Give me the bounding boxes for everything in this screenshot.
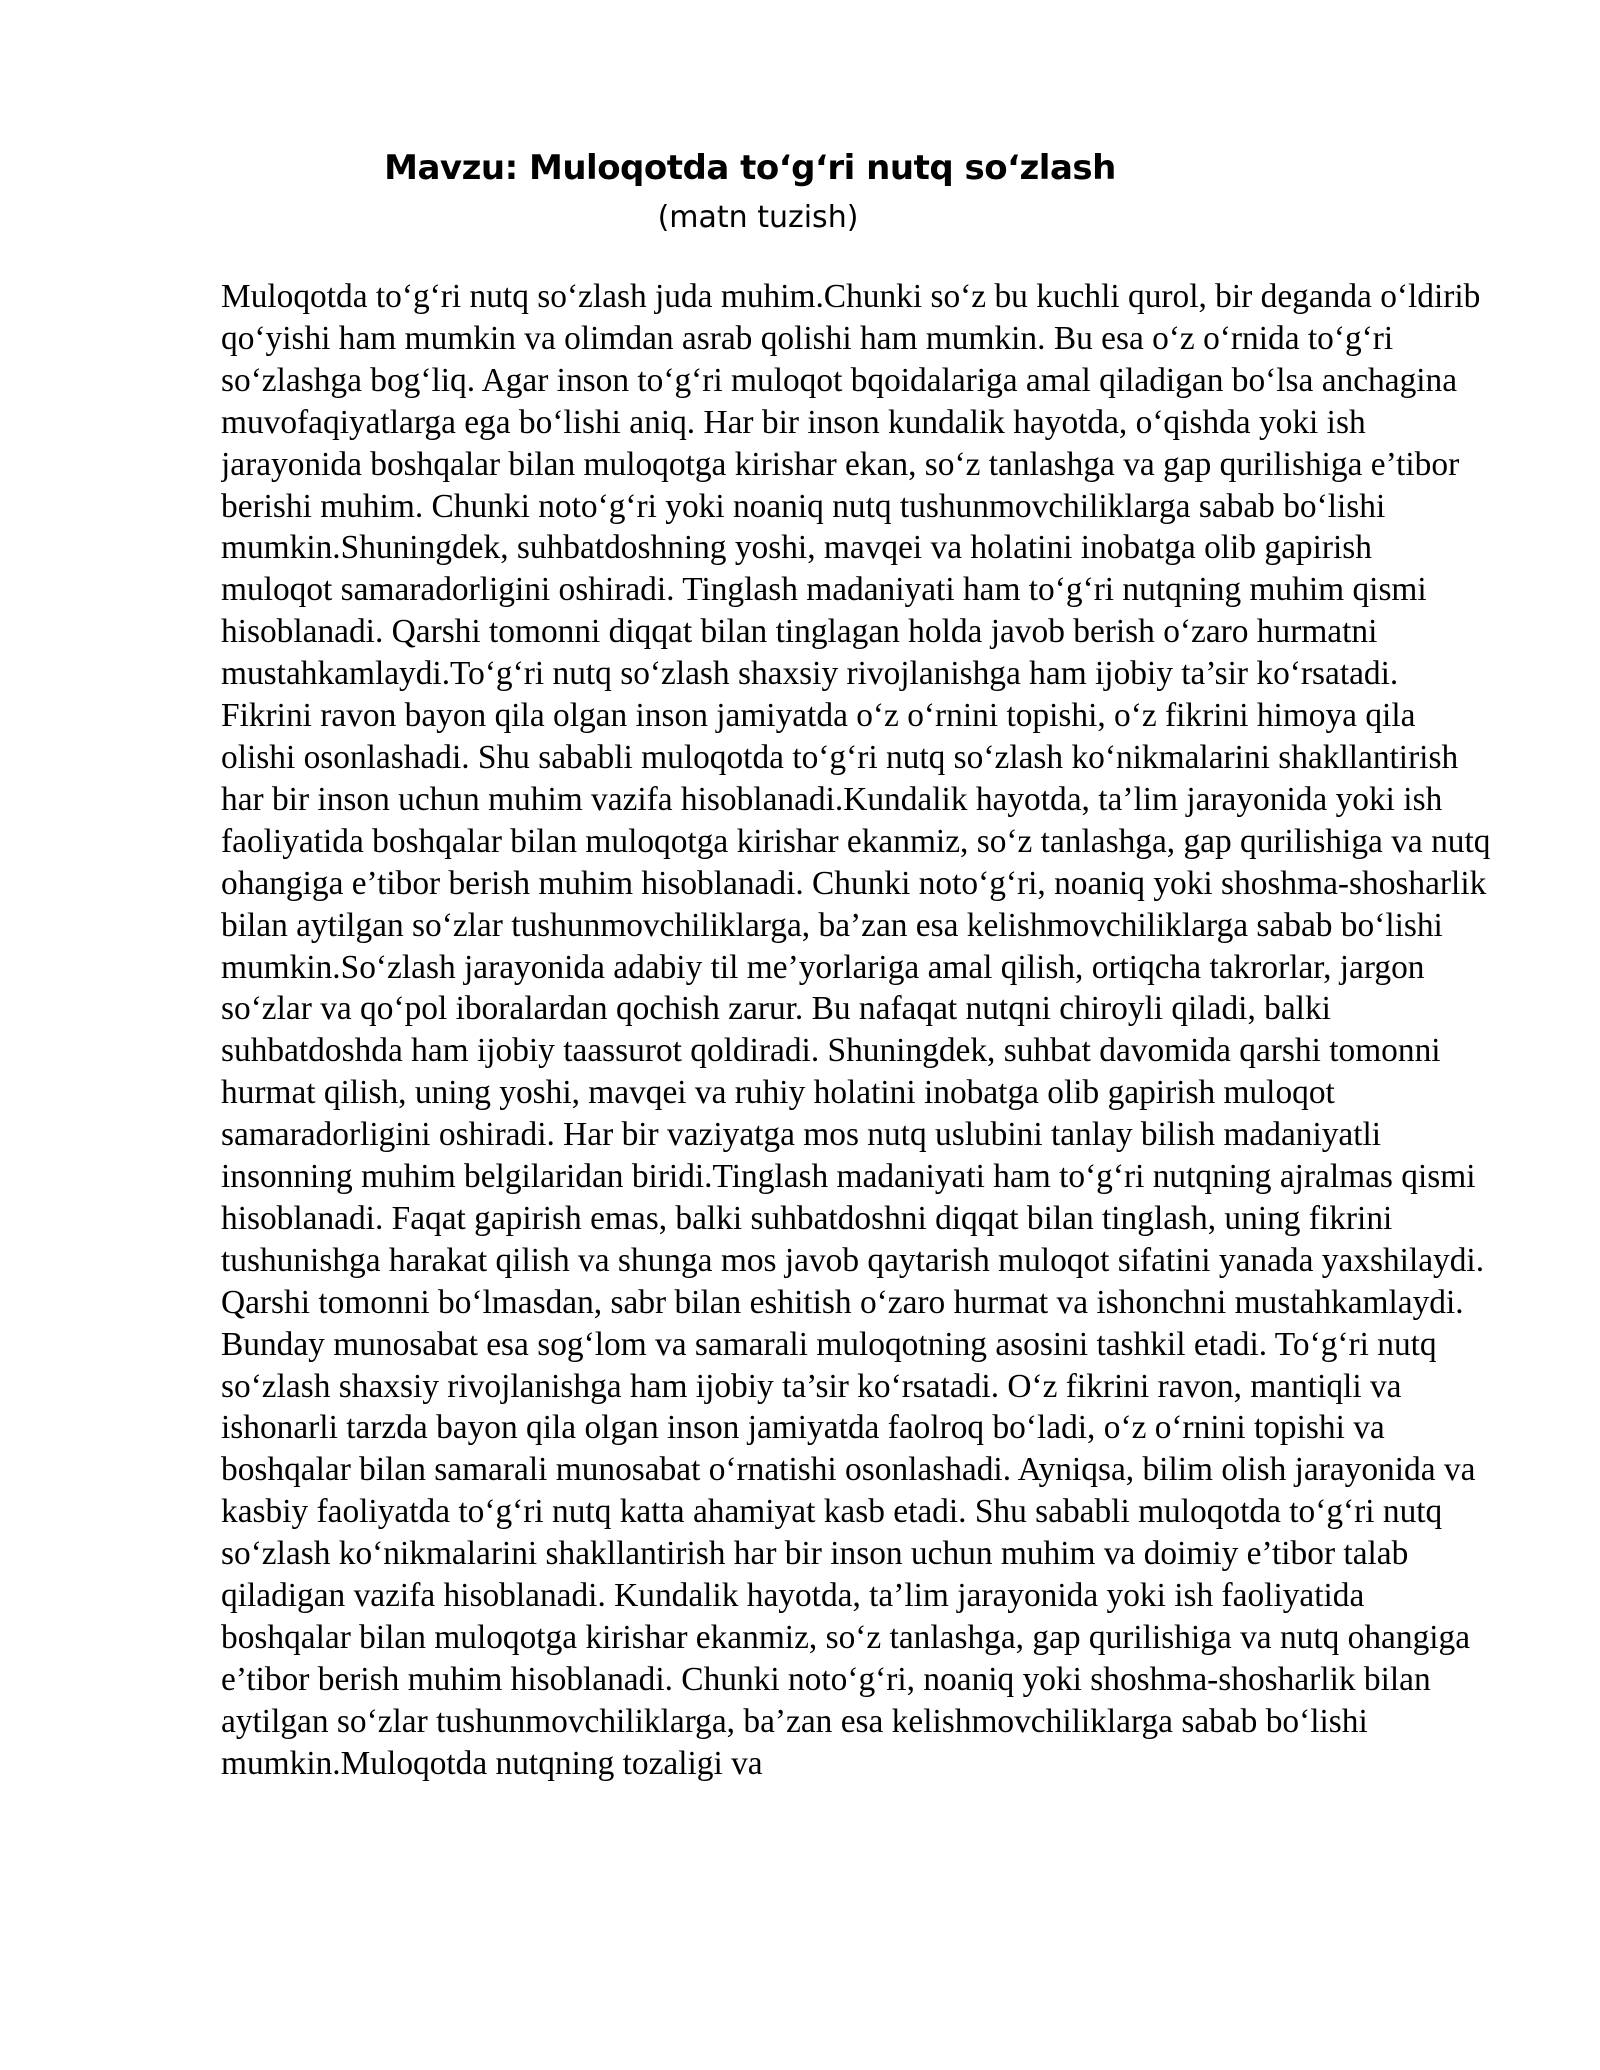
document-body-text: Muloqotda to‘g‘ri nutq so‘zlash juda muhim.Chunki so‘z bu kuchli qurol, bir deganda o‘ldirib qo‘yishi ham mumkin va olimdan asrab qolishi ham mumkin. Bu esa o‘z o‘rnida to‘g‘ri so‘zlashga bog‘liq. Agar inson to‘g‘ri muloqot bqoidalariga amal qiladigan bo‘lsa anchagina muvofaqiyatlarga ega bo‘lishi aniq. Har bir inson kundalik hayotda, o‘qishda yoki ish jarayonida boshqalar bilan muloqotga kirishar ekan, so‘z tanlashga va gap qurilishiga e’tibor berishi muhim. Chunki noto‘g‘ri yoki noaniq nutq tushunmovchiliklarga sabab bo‘lishi mumkin.Shuningdek, suhbatdoshning yoshi, mavqei va holatini inobatga olib gapirish muloqot samaradorligini oshiradi. Tinglash madaniyati ham to‘g‘ri nutqning muhim qismi hisoblanadi. Qarshi tomonni diqqat bilan tinglagan holda javob berish o‘zaro hurmatni mustahkamlaydi.To‘g‘ri nutq so‘zlash shaxsiy rivojlanishga ham ijobiy ta’sir ko‘rsatadi. Fikrini ravon bayon qila olgan inson jamiyatda o‘z o‘rnini topishi, o‘z fikrini himoya qila olishi osonlashadi. Shu sababli muloqotda to‘g‘ri nutq so‘zlash ko‘nikmalarini shakllantirish har bir inson uchun muhim vazifa hisoblanadi.Kundalik hayotda, ta’lim jarayonida yoki ish faoliyatida boshqalar bilan muloqotga kirishar ekanmiz, so‘z tanlashga, gap qurilishiga va nutq ohangiga e’tibor berish muhim hisoblanadi. Chunki noto‘g‘ri, noaniq yoki shoshma-shosharlik bilan aytilgan so‘zlar tushunmovchiliklarga, ba’zan esa kelishmovchiliklarga sabab bo‘lishi mumkin.So‘zlash jarayonida adabiy til me’yorlariga amal qilish, ortiqcha takrorlar, jargon so‘zlar va qo‘pol iboralardan qochish zarur. Bu nafaqat nutqni chiroyli qiladi, balki suhbatdoshda ham ijobiy taassurot qoldiradi. Shuningdek, suhbat davomida qarshi tomonni hurmat qilish, uning yoshi, mavqei va ruhiy holatini inobatga olib gapirish muloqot samaradorligini oshiradi. Har bir vaziyatga mos nutq uslubini tanlay bilish madaniyatli insonning muhim belgilaridan biridi.Tinglash madaniyati ham to‘g‘ri nutqning ajralmas qismi hisoblanadi. Faqat gapirish emas, balki suhbatdoshni diqqat bilan tinglash, uning fikrini tushunishga harakat qilish va shunga mos javob qaytarish muloqot sifatini yanada yaxshilaydi. Qarshi tomonni bo‘lmasdan, sabr bilan eshitish o‘zaro hurmat va ishonchni mustahkamlaydi. Bunday munosabat esa sog‘lom va samarali muloqotning asosini tashkil etadi. To‘g‘ri nutq so‘zlash shaxsiy rivojlanishga ham ijobiy ta’sir ko‘rsatadi. O‘z fikrini ravon, mantiqli va ishonarli tarzda bayon qila olgan inson jamiyatda faolroq bo‘ladi, o‘z o‘rnini topishi va boshqalar bilan samarali munosabat o‘rnatishi osonlashadi. Ayniqsa, bilim olish jarayonida va kasbiy faoliyatda to‘g‘ri nutq katta ahamiyat kasb etadi. Shu sababli muloqotda to‘g‘ri nutq so‘zlash ko‘nikmalarini shakllantirish har bir inson uchun muhim va doimiy e’tibor talab qiladigan vazifa hisoblanadi. Kundalik hayotda, ta’lim jarayonida yoki ish faoliyatida boshqalar bilan muloqotga kirishar ekanmiz, so‘z tanlashga, gap qurilishiga va nutq ohangiga e’tibor berish muhim hisoblanadi. Chunki noto‘g‘ri, noaniq yoki shoshma-shosharlik bilan aytilgan so‘zlar tushunmovchiliklarga, ba’zan esa kelishmovchiliklarga sabab bo‘lishi mumkin.Muloqotda nutqning tozaligi va (221, 278, 1491, 1782)
document-title: Mavzu: Muloqotda to‘g‘ri nutq so‘zlash (384, 148, 1116, 188)
document-subtitle: (matn tuzish) (657, 200, 859, 235)
